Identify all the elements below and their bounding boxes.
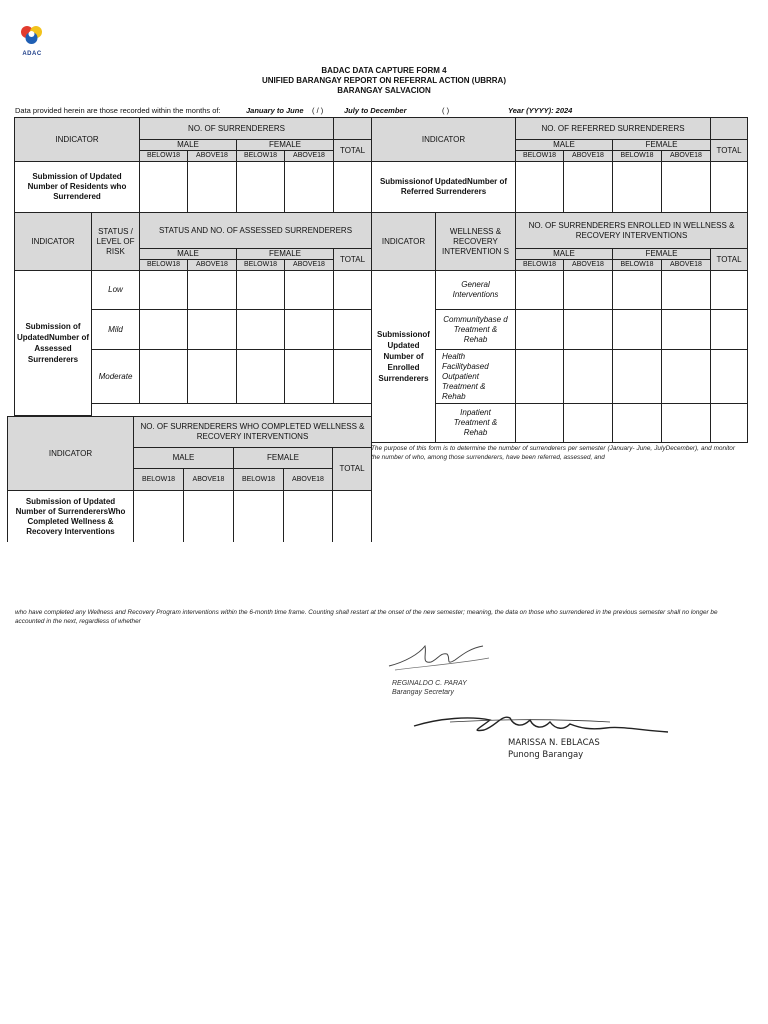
s1-left-group-header: NO. OF SURRENDERERS bbox=[139, 117, 334, 140]
s1-left-input-cell[interactable] bbox=[333, 161, 372, 213]
intervention-outpatient: Health Facilitybased Outpatient Treatment & Rehab bbox=[435, 349, 516, 404]
s2-right-indicator-header: INDICATOR bbox=[371, 212, 436, 271]
s2-left-input-cell[interactable] bbox=[236, 309, 285, 350]
risk-level-mild: Mild bbox=[91, 309, 140, 350]
captain-title: Punong Barangay bbox=[508, 750, 584, 760]
intervention-community: Communitybase d Treatment & Rehab bbox=[435, 309, 516, 350]
s1-right-male: MALE bbox=[515, 139, 613, 151]
period-second-check[interactable]: ( ) bbox=[442, 106, 450, 115]
captain-signature bbox=[410, 708, 675, 738]
s1-left-blank-header bbox=[333, 117, 372, 140]
s2-right-above18-f: ABOVE18 bbox=[661, 259, 711, 271]
s2-right-input-cell[interactable] bbox=[612, 270, 662, 310]
s2-left-input-cell[interactable] bbox=[139, 309, 188, 350]
s1-left-female: FEMALE bbox=[236, 139, 334, 151]
s2-left-above18-f: ABOVE18 bbox=[284, 259, 334, 271]
captain-name: MARISSA N. EBLACAS bbox=[508, 738, 600, 748]
s2-left-input-cell[interactable] bbox=[187, 349, 237, 404]
s2-left-group-header: STATUS AND NO. OF ASSESSED SURRENDERERS bbox=[139, 212, 372, 249]
risk-level-low: Low bbox=[91, 270, 140, 310]
s2-left-input-cell[interactable] bbox=[333, 309, 372, 350]
s2-left-below18-f: BELOW18 bbox=[236, 259, 285, 271]
barangay-name: BARANGAY SALVACION bbox=[337, 86, 431, 95]
intervention-general: General Interventions bbox=[435, 270, 516, 310]
s1-left-input-cell[interactable] bbox=[236, 161, 285, 213]
s1-right-row-label: Submissionof UpdatedNumber of Referred Surrenderers bbox=[371, 161, 516, 213]
s2-right-input-cell[interactable] bbox=[563, 403, 613, 443]
s3-total: TOTAL bbox=[332, 447, 372, 491]
purpose-note-bottom: who have completed any Wellness and Recovery Program interventions within the 6-month time frame. Counting shall restart at the onset of the new semester; meaning, the data on those who surrendered in the previous semester shall no longer be accounted in the next, regardless of whether bbox=[15, 609, 718, 625]
s2-right-input-cell[interactable] bbox=[661, 349, 711, 404]
adac-logo bbox=[18, 24, 46, 57]
s1-right-group-header: NO. OF REFERRED SURRENDERERS bbox=[515, 117, 711, 140]
s2-status-header: STATUS / LEVEL OF RISK bbox=[91, 212, 140, 271]
s2-right-input-cell[interactable] bbox=[612, 403, 662, 443]
s1-left-above18-m: ABOVE18 bbox=[187, 150, 237, 162]
s2-right-input-cell[interactable] bbox=[710, 309, 748, 350]
s2-left-input-cell[interactable] bbox=[333, 270, 372, 310]
s2-left-above18-m: ABOVE18 bbox=[187, 259, 237, 271]
s1-right-input-cell[interactable] bbox=[710, 161, 748, 213]
s2-right-input-cell[interactable] bbox=[612, 349, 662, 404]
s3-below18-m: BELOW18 bbox=[133, 468, 184, 491]
logo-text: ADAC bbox=[22, 51, 42, 57]
s1-right-below18-f: BELOW18 bbox=[612, 150, 662, 162]
s2-left-row-label: Submission of UpdatedNumber of Assessed Surrenderers bbox=[14, 270, 92, 416]
s3-input-cell[interactable] bbox=[233, 490, 284, 542]
s1-left-below18-f: BELOW18 bbox=[236, 150, 285, 162]
s2-right-input-cell[interactable] bbox=[515, 403, 564, 443]
s2-right-male: MALE bbox=[515, 248, 613, 260]
s2-left-input-cell[interactable] bbox=[187, 309, 237, 350]
s2-right-group-header: NO. OF SURRENDERERS ENROLLED IN WELLNESS & RECOVERY INTERVENTIONS bbox=[515, 212, 748, 249]
s3-male: MALE bbox=[133, 447, 234, 469]
period-second-half: July to December bbox=[344, 106, 407, 115]
s2-right-female: FEMALE bbox=[612, 248, 711, 260]
s1-right-input-cell[interactable] bbox=[563, 161, 613, 213]
s1-right-indicator-header: INDICATOR bbox=[371, 117, 516, 162]
s2-left-input-cell[interactable] bbox=[236, 270, 285, 310]
s2-right-row-label: Submissionof Updated Number of Enrolled Surrenderers bbox=[371, 270, 436, 443]
s2-right-input-cell[interactable] bbox=[710, 403, 748, 443]
s1-left-indicator-header: INDICATOR bbox=[14, 117, 140, 162]
s2-left-male: MALE bbox=[139, 248, 237, 260]
s2-right-total: TOTAL bbox=[710, 248, 748, 271]
s2-right-input-cell[interactable] bbox=[661, 309, 711, 350]
s2-left-input-cell[interactable] bbox=[236, 349, 285, 404]
s1-right-input-cell[interactable] bbox=[612, 161, 662, 213]
s3-female: FEMALE bbox=[233, 447, 333, 469]
s2-left-input-cell[interactable] bbox=[333, 349, 372, 404]
s1-left-input-cell[interactable] bbox=[187, 161, 237, 213]
s2-left-input-cell[interactable] bbox=[284, 309, 334, 350]
s2-left-input-cell[interactable] bbox=[139, 349, 188, 404]
risk-level-moderate: Moderate bbox=[91, 349, 140, 404]
s2-right-input-cell[interactable] bbox=[710, 270, 748, 310]
purpose-note-top: The purpose of this form is to determine the number of surrenderers per semester (January- June, JulyDecember), and monitor the number of who, among those surrenderers, have been referred, assessed, and bbox=[371, 445, 735, 461]
s1-right-input-cell[interactable] bbox=[515, 161, 564, 213]
s3-above18-m: ABOVE18 bbox=[183, 468, 234, 491]
s2-right-input-cell[interactable] bbox=[612, 309, 662, 350]
s3-input-cell[interactable] bbox=[283, 490, 333, 542]
s1-right-female: FEMALE bbox=[612, 139, 711, 151]
s2-right-input-cell[interactable] bbox=[515, 309, 564, 350]
intervention-inpatient: Inpatient Treatment & Rehab bbox=[435, 403, 516, 443]
s1-left-input-cell[interactable] bbox=[284, 161, 334, 213]
s1-left-total: TOTAL bbox=[333, 139, 372, 162]
s2-right-above18-m: ABOVE18 bbox=[563, 259, 613, 271]
s1-left-male: MALE bbox=[139, 139, 237, 151]
s2-left-below18-m: BELOW18 bbox=[139, 259, 188, 271]
s2-left-input-cell[interactable] bbox=[284, 349, 334, 404]
s2-right-below18-m: BELOW18 bbox=[515, 259, 564, 271]
s3-input-cell[interactable] bbox=[332, 490, 372, 542]
s3-input-cell[interactable] bbox=[133, 490, 184, 542]
s3-above18-f: ABOVE18 bbox=[283, 468, 333, 491]
s3-input-cell[interactable] bbox=[183, 490, 234, 542]
s2-right-input-cell[interactable] bbox=[515, 270, 564, 310]
period-first-check[interactable]: ( / ) bbox=[312, 106, 324, 115]
period-year: Year (YYYY): 2024 bbox=[508, 106, 573, 115]
s1-right-below18-m: BELOW18 bbox=[515, 150, 564, 162]
s3-below18-f: BELOW18 bbox=[233, 468, 284, 491]
s2-wellness-header: WELLNESS & RECOVERY INTERVENTION S bbox=[435, 212, 516, 271]
form-title: BADAC DATA CAPTURE FORM 4 bbox=[321, 66, 447, 75]
s1-left-above18-f: ABOVE18 bbox=[284, 150, 334, 162]
s2-right-input-cell[interactable] bbox=[661, 270, 711, 310]
s1-left-input-cell[interactable] bbox=[139, 161, 188, 213]
s2-right-input-cell[interactable] bbox=[563, 309, 613, 350]
s3-row-label: Submission of Updated Number of SurrenderersWho Completed Wellness & Recovery Interventions bbox=[7, 490, 134, 542]
s3-group-header: NO. OF SURRENDERERS WHO COMPLETED WELLNESS & RECOVERY INTERVENTIONS bbox=[133, 416, 372, 448]
report-title: UNIFIED BARANGAY REPORT ON REFERRAL ACTION (UBRRA) bbox=[261, 76, 506, 85]
secretary-title: Barangay Secretary bbox=[392, 689, 454, 696]
adac-logo-icon bbox=[18, 24, 46, 46]
period-intro: Data provided herein are those recorded within the months of: bbox=[15, 106, 221, 115]
s1-right-input-cell[interactable] bbox=[661, 161, 711, 213]
s2-left-input-cell[interactable] bbox=[284, 270, 334, 310]
s2-left-indicator-header: INDICATOR bbox=[14, 212, 92, 271]
s1-right-blank-header bbox=[710, 117, 748, 140]
s2-right-input-cell[interactable] bbox=[661, 403, 711, 443]
s2-right-input-cell[interactable] bbox=[515, 349, 564, 404]
s2-left-input-cell[interactable] bbox=[187, 270, 237, 310]
s1-left-row-label: Submission of Updated Number of Residents who Surrendered bbox=[14, 161, 140, 213]
s1-right-above18-m: ABOVE18 bbox=[563, 150, 613, 162]
s2-left-input-cell[interactable] bbox=[139, 270, 188, 310]
s2-left-total: TOTAL bbox=[333, 248, 372, 271]
s2-right-input-cell[interactable] bbox=[710, 349, 748, 404]
s2-right-input-cell[interactable] bbox=[563, 349, 613, 404]
s1-right-above18-f: ABOVE18 bbox=[661, 150, 711, 162]
secretary-name: REGINALDO C. PARAY bbox=[392, 680, 467, 687]
s2-left-female: FEMALE bbox=[236, 248, 334, 260]
period-first-half: January to June bbox=[246, 106, 304, 115]
s3-indicator-header: INDICATOR bbox=[7, 416, 134, 491]
s1-left-below18-m: BELOW18 bbox=[139, 150, 188, 162]
s2-right-below18-f: BELOW18 bbox=[612, 259, 662, 271]
secretary-signature bbox=[385, 640, 495, 676]
s1-right-total: TOTAL bbox=[710, 139, 748, 162]
s2-right-input-cell[interactable] bbox=[563, 270, 613, 310]
